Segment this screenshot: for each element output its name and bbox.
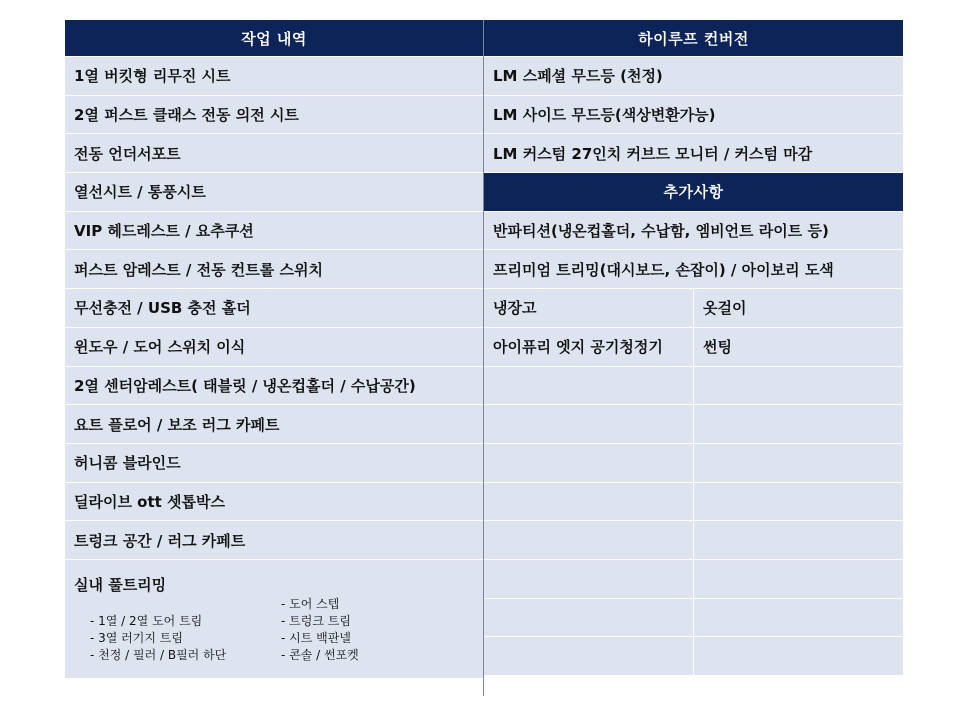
extras-cell xyxy=(693,405,903,443)
extras-split-row xyxy=(484,598,903,637)
work-item: VIP 헤드레스트 / 요추쿠션 xyxy=(65,211,483,250)
work-header: 작업 내역 xyxy=(65,20,483,56)
extras-cell xyxy=(484,483,693,521)
conversion-item: LM 사이드 무드등(색상변환가능) xyxy=(484,95,903,134)
extras-cell xyxy=(693,560,903,598)
work-item: 요트 플로어 / 보조 러그 카페트 xyxy=(65,404,483,443)
extras-split-row xyxy=(484,327,903,366)
extras-cell xyxy=(484,560,693,598)
extras-cell xyxy=(693,521,903,559)
extras-split-row xyxy=(484,404,903,443)
work-item: 전동 언더서포트 xyxy=(65,133,483,172)
interior-trimming-title: 실내 풀트리밍 xyxy=(74,575,167,594)
extras-split-row xyxy=(484,482,903,521)
extras-cell xyxy=(693,637,903,675)
extras-split-row xyxy=(484,288,903,327)
work-item: 2열 퍼스트 클래스 전동 의전 시트 xyxy=(65,95,483,134)
work-table xyxy=(65,20,903,696)
trimming-sublist-a xyxy=(90,613,226,664)
extras-split-row xyxy=(484,559,903,598)
trimming-sublist-b xyxy=(281,596,359,664)
extras-cell xyxy=(484,599,693,637)
work-item: 허니콤 블라인드 xyxy=(65,443,483,482)
extras-item: 반파티션(냉온컵홀더, 수납함, 엠비언트 라이트 등) xyxy=(484,211,903,250)
extras-cell xyxy=(484,405,693,443)
work-item: 트렁크 공간 / 러그 카페트 xyxy=(65,520,483,559)
extras-cell xyxy=(484,521,693,559)
extras-cell xyxy=(484,444,693,482)
extras-cell xyxy=(484,637,693,675)
extras-cell xyxy=(693,599,903,637)
trimming-subitem: - 1열 / 2열 도어 트림 xyxy=(90,613,203,628)
conversion-item: LM 스페셜 무드등 (천정) xyxy=(484,56,903,95)
work-item: 퍼스트 암레스트 / 전동 컨트롤 스위치 xyxy=(65,249,483,288)
conversion-header: 하이루프 컨버전 xyxy=(484,20,903,56)
work-item: 윈도우 / 도어 스위치 이식 xyxy=(65,327,483,366)
trimming-subitem: - 도어 스텝 xyxy=(281,596,340,611)
extras-cell: 썬팅 xyxy=(693,328,903,366)
extras-cell: 냉장고 xyxy=(484,289,693,327)
trimming-subitem: - 천정 / 필러 / B필러 하단 xyxy=(90,647,227,662)
extras-split-row xyxy=(484,443,903,482)
extras-split-row xyxy=(484,520,903,559)
trimming-subitem: - 3열 러기지 트림 xyxy=(90,630,183,645)
work-item: 열선시트 / 통풍시트 xyxy=(65,172,483,211)
extras-split-row xyxy=(484,366,903,405)
extras-cell: 아이퓨리 엣지 공기청정기 xyxy=(484,328,693,366)
extras-cell xyxy=(693,483,903,521)
work-item: 무선충전 / USB 충전 홀더 xyxy=(65,288,483,327)
extras-cell: 옷걸이 xyxy=(693,289,903,327)
extras-split-row xyxy=(484,636,903,675)
extras-cell xyxy=(693,367,903,405)
trimming-subitem: - 콘솔 / 썬포켓 xyxy=(281,647,359,662)
trimming-subitem: - 시트 백판넬 xyxy=(281,630,351,645)
extras-header: 추가사항 xyxy=(484,172,903,211)
extras-cell xyxy=(484,367,693,405)
work-item: 1열 버킷형 리무진 시트 xyxy=(65,56,483,95)
conversion-column xyxy=(484,20,903,675)
extras-item: 프리미엄 트리밍(대시보드, 손잡이) / 아이보리 도색 xyxy=(484,249,903,288)
extras-cell xyxy=(693,444,903,482)
trimming-subitem: - 트렁크 트림 xyxy=(281,613,351,628)
work-column xyxy=(65,20,483,678)
work-item: 2열 센터암레스트( 태블릿 / 냉온컵홀더 / 수납공간) xyxy=(65,366,483,405)
conversion-item: LM 커스텀 27인치 커브드 모니터 / 커스텀 마감 xyxy=(484,133,903,172)
work-item: 딜라이브 ott 셋톱박스 xyxy=(65,482,483,521)
interior-trimming-cell xyxy=(65,559,483,678)
